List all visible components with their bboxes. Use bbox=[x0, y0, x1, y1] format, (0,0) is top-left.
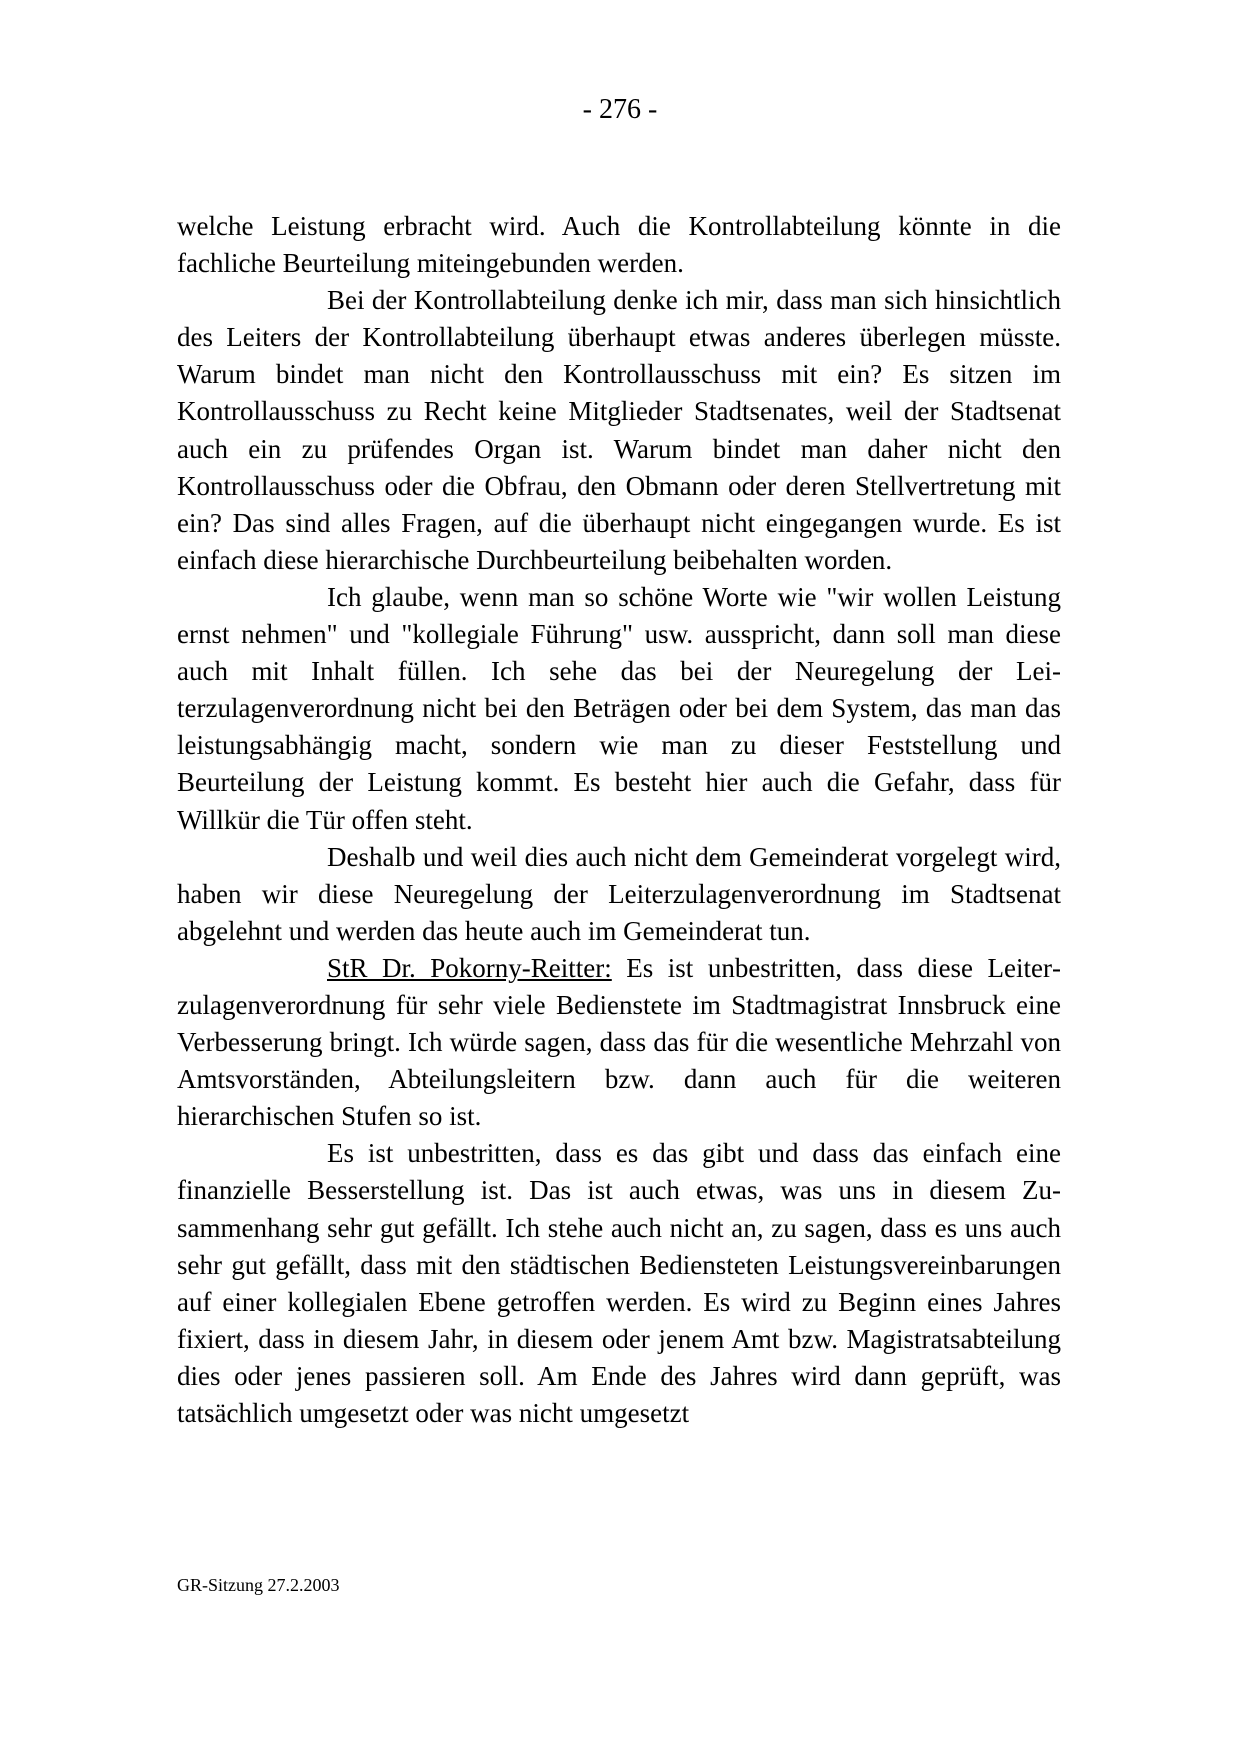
paragraph: Bei der Kontrollabteilung denke ich mir, dass man sich hinsichtlich des Leiters der Kontrollabteilung überhaupt etwas anderes überlegen müsste. Warum bindet man nicht den Kontrollausschuss mit ein? Es sitzen im Kontrollausschuss zu Recht keine Mitglieder Stadtsenates, weil der Stadtsenat auch ein zu prüfendes Organ ist. Warum bindet man daher nicht den Kontrollausschuss oder die Obfrau, den Obmann oder deren Stellvertretung mit ein? Das sind alles Fragen, auf die überhaupt nicht eingegangen wurde. Es ist einfach diese hierarchische Durchbeurteilung beibehalten worden. bbox=[177, 285, 1061, 575]
paragraph-with-speaker bbox=[177, 950, 1061, 1135]
page-number: - 276 - bbox=[582, 94, 658, 125]
paragraph: Es ist unbestritten, dass es das gibt und dass das einfach eine finanzielle Besserstellung ist. Das ist auch etwas, was uns in diesem Zusammenhang sehr gut gefällt. Ich stehe auch nicht an, zu sagen, dass es uns auch sehr gut gefällt, dass mit den städtischen Bediensteten Leistungsvereinbarungen auf einer kollegialen Ebene getroffen werden. Es wird zu Beginn eines Jahres fixiert, dass in diesem Jahr, in diesem oder jenem Amt bzw. Magistratsabteilung dies oder jenes passieren soll. Am Ende des Jahres wird dann geprüft, was tatsächlich umgesetzt oder was nicht umgesetzt bbox=[177, 1138, 1061, 1428]
paragraph: welche Leistung erbracht wird. Auch die Kontrollabteilung könnte in die fachliche Beurteilung miteingebunden werden. bbox=[177, 211, 1061, 279]
speaker-name: StR Dr. Pokorny-Reitter: bbox=[327, 952, 612, 983]
paragraph: Ich glaube, wenn man so schöne Worte wie "wir wollen Leistung ernst nehmen" und "kollegiale Führung" usw. ausspricht, dann soll man diese auch mit Inhalt füllen. Ich sehe das bei der Neuregelung der Leiterzulagenverordnung nicht bei den Beträgen oder bei dem System, das man das leistungsabhängig macht, sondern wie man zu dieser Feststellung und Beurteilung der Leistung kommt. Es besteht hier auch die Gefahr, dass für Willkür die Tür offen steht. bbox=[177, 581, 1061, 835]
paragraph: Deshalb und weil dies auch nicht dem Gemeinderat vorgelegt wird, haben wir diese Neuregelung der Leiterzulagenverordnung im Stadtsenat abgelehnt und werden das heute auch im Gemeinderat tun. bbox=[177, 841, 1061, 946]
paragraph-text: Es ist unbestritten, dass diese Leiterzulagenverordnung für sehr viele Bedienstete im Stadtmagistrat Innsbruck eine Verbesserung bringt. Ich würde sagen, dass das für die wesentliche Mehrzahl von Amtsvorständen, Abteilungsleitern bzw. dann auch für die weiteren hierarchischen Stufen so ist. bbox=[177, 952, 1062, 1132]
document-body bbox=[177, 208, 1061, 1432]
footer-session-date: GR-Sitzung 27.2.2003 bbox=[177, 1575, 340, 1595]
